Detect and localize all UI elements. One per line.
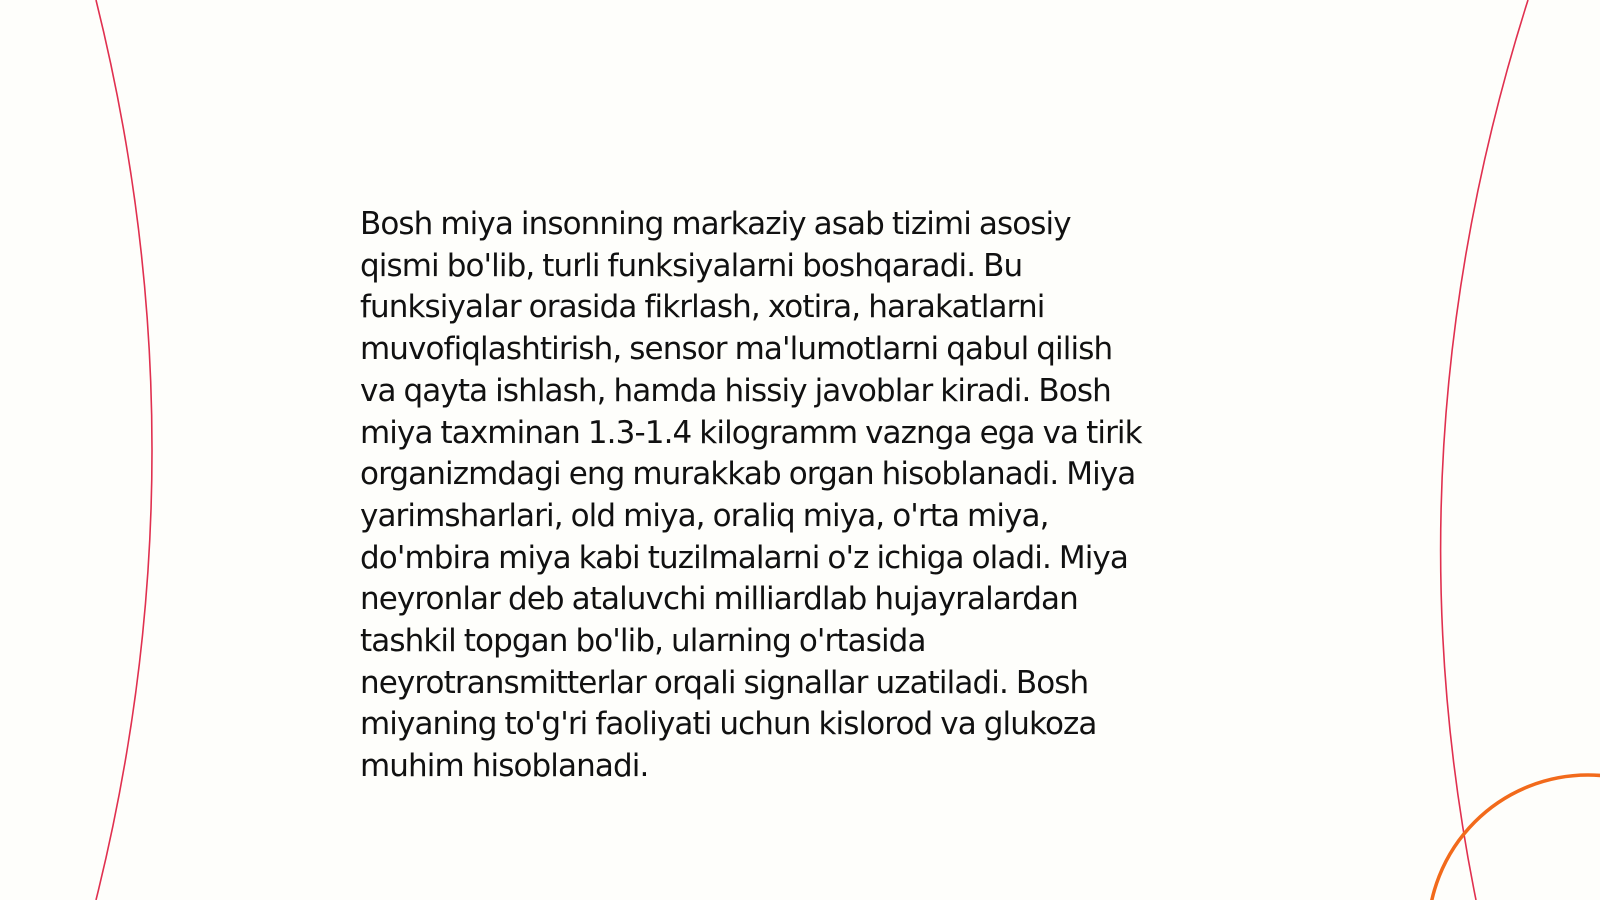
body-line: do'mbira miya kabi tuzilmalarni o'z ichiga oladi. Miya (360, 539, 1128, 576)
body-line: Bosh miya insonning markaziy asab tizimi asosiy (360, 206, 1071, 242)
body-line: organizmdagi eng murakkab organ hisoblanadi. Miya (360, 456, 1136, 493)
body-line: funksiyalar orasida fikrlash, xotira, harakatlarni (360, 289, 1045, 326)
body-line: muvofiqlashtirish, sensor ma'lumotlarni qabul qilish (360, 331, 1113, 368)
body-line: neyrotransmitterlar orqali signallar uzatiladi. Bosh (360, 664, 1089, 701)
body-paragraph (360, 204, 1240, 788)
body-line: muhim hisoblanadi. (360, 748, 649, 785)
right-decorative-curve (1441, 0, 1528, 900)
body-line: va qayta ishlash, hamda hissiy javoblar kiradi. Bosh (360, 372, 1111, 409)
body-line: miya taxminan 1.3-1.4 kilogramm vaznga ega va tirik (360, 414, 1142, 451)
body-line: neyronlar deb ataluvchi milliardlab hujayralardan (360, 581, 1078, 618)
left-decorative-curve (96, 0, 152, 900)
orange-decorative-circle (1428, 775, 1600, 900)
body-line: qismi bo'lib, turli funksiyalarni boshqaradi. Bu (360, 247, 1023, 284)
body-line: tashkil topgan bo'lib, ularning o'rtasida (360, 623, 926, 660)
body-line: yarimsharlari, old miya, oraliq miya, o'rta miya, (360, 497, 1049, 534)
body-line: miyaning to'g'ri faoliyati uchun kislorod va glukoza (360, 706, 1097, 743)
